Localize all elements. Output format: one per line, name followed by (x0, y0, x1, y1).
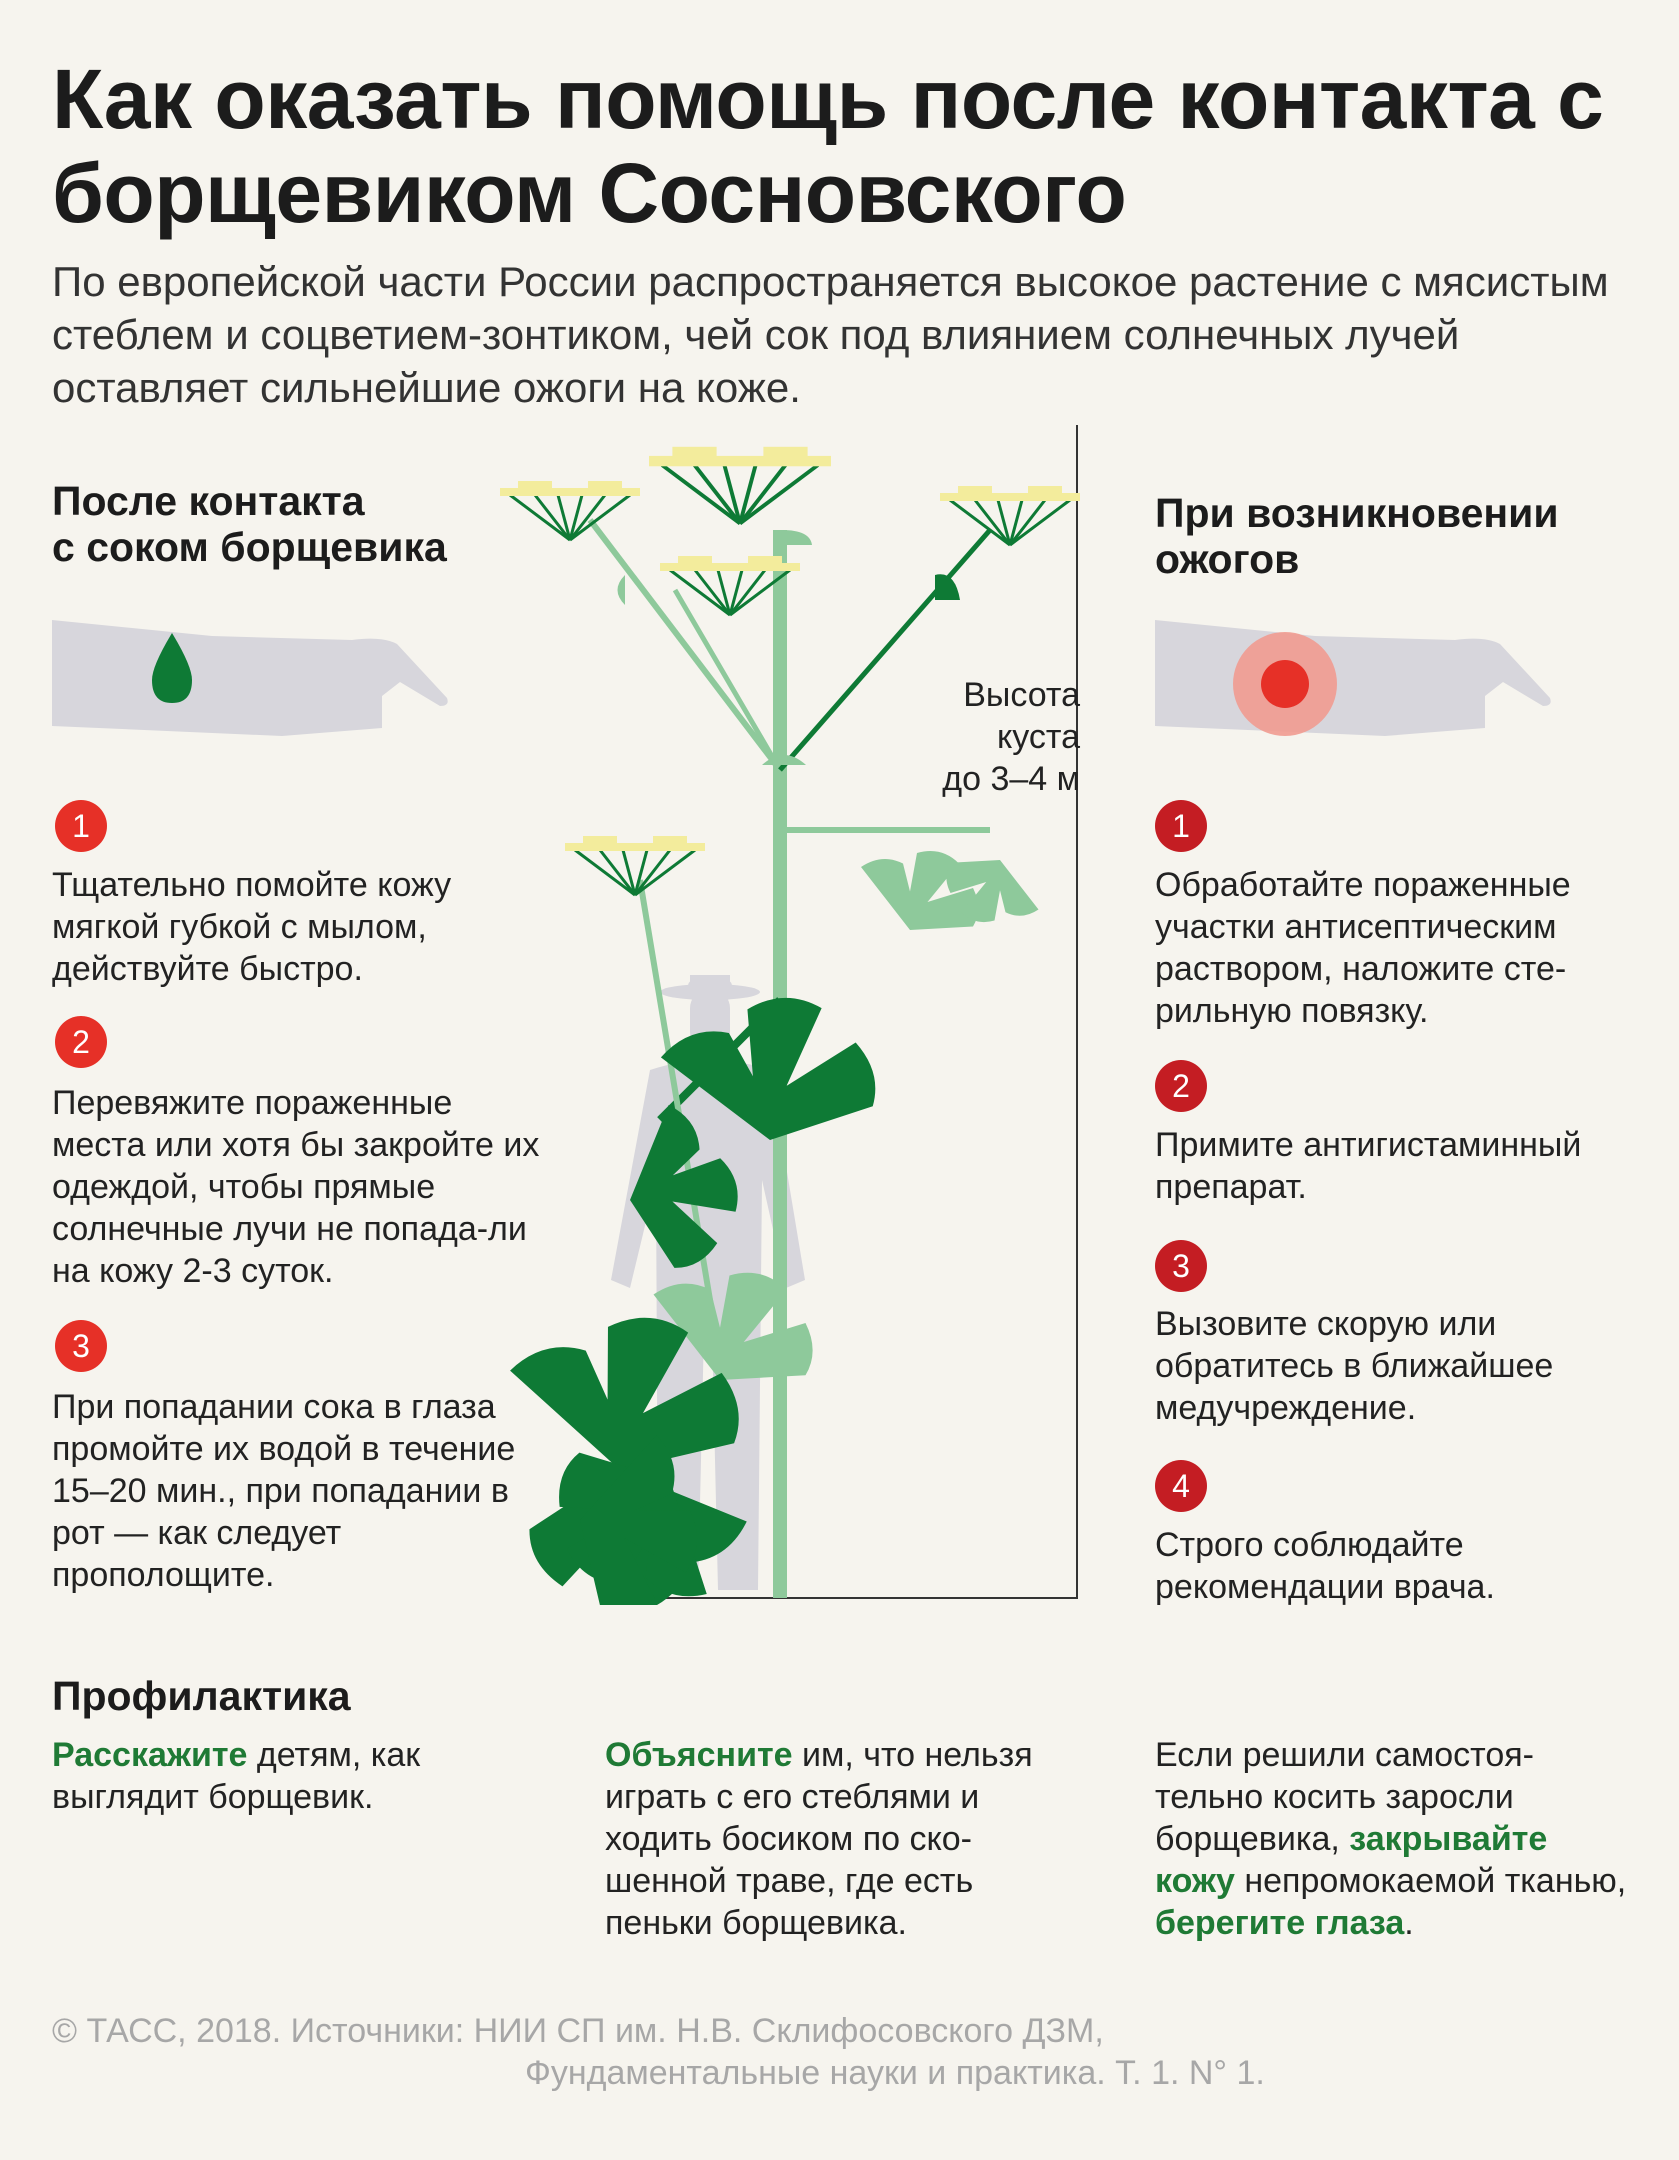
left-heading (52, 478, 447, 570)
prevention-col-2-text: им, что нельзя играть с его стеблями и ходить босиком по ско-шенной траве, где есть пеньки борщевика. (605, 1736, 1033, 1942)
prevention-col-1-highlight: Расскажите (52, 1736, 248, 1774)
page-title: Как оказать помощь после контакта с борщевиком Сосновского (52, 52, 1604, 240)
prevention-col-1-text: детям, как выглядит борщевик. (52, 1736, 421, 1816)
prevention-col-3-text-3: . (1404, 1904, 1414, 1942)
prevention-col-2 (605, 1734, 1075, 1944)
plant-height-line1: Высота (963, 676, 1080, 714)
left-step-3-badge: 3 (55, 1320, 107, 1372)
right-heading-line1: При возникновении (1155, 490, 1559, 536)
prevention-col-3 (1155, 1734, 1635, 1944)
plant-height-label (900, 674, 1080, 800)
right-step-2-text: Примите антигистаминный препарат. (1155, 1126, 1582, 1206)
right-step-1-text: Обработайте пораженные участки антисептическим раствором, наложите сте-рильную повязку. (1155, 866, 1571, 1030)
right-step-3-text: Вызовите скорую или обратитесь в ближайшее медучреждение. (1155, 1305, 1554, 1427)
hogweed-plant-illustration (490, 420, 1110, 1605)
prevention-col-3-text-1: Если решили самостоя-тельно косить заросли борщевика, (1155, 1736, 1534, 1858)
right-heading (1155, 490, 1559, 582)
burn-inner-icon (1261, 660, 1309, 708)
left-heading-line2: с соком борщевика (52, 524, 447, 570)
left-step-2-badge: 2 (55, 1016, 107, 1068)
plant-height-line2: куста (997, 718, 1080, 756)
hand-with-drop-illustration (52, 618, 452, 748)
right-step-4-text: Строго соблюдайте рекомендации врача. (1155, 1526, 1495, 1606)
prevention-col-1 (52, 1734, 522, 1818)
prevention-col-3-highlight-1: закрывайте кожу (1155, 1820, 1548, 1900)
left-step-3-text: При попадании сока в глаза промойте их водой в течение 15–20 мин., при попадании в рот — как следует прополощите. (52, 1388, 516, 1594)
left-step-2-text: Перевяжите пораженные места или хотя бы закройте их одеждой, чтобы прямые солнечные лучи не попада-ли на кожу 2-3 суток. (52, 1084, 540, 1290)
right-step-4-badge: 4 (1155, 1460, 1207, 1512)
prevention-col-2-highlight: Объясните (605, 1736, 793, 1774)
prevention-col-3-text-2: непромокаемой тканью, (1234, 1862, 1627, 1900)
intro-paragraph: По европейской части России распространяется высокое растение с мясистым стеблем и соцветием-зонтиком, чей сок под влиянием солнечных лучей оставляет сильнейшие ожоги на коже. (52, 258, 1609, 411)
hand-icon (1155, 620, 1551, 736)
right-heading-line2: ожогов (1155, 536, 1300, 582)
source-line-2: Фундаментальные науки и практика. Т. 1. N° 1. (525, 2054, 1265, 2092)
prevention-col-3-highlight-2: берегите глаза (1155, 1904, 1405, 1942)
right-step-3-badge: 3 (1155, 1240, 1207, 1292)
right-step-1-badge: 1 (1155, 800, 1207, 852)
left-step-1-text: Тщательно помойте кожу мягкой губкой с мылом, действуйте быстро. (52, 866, 452, 988)
hand-with-burn-illustration (1155, 618, 1555, 748)
left-step-1-badge: 1 (55, 800, 107, 852)
prevention-heading: Профилактика (52, 1673, 351, 1719)
hand-icon (52, 620, 448, 736)
right-step-2-badge: 2 (1155, 1060, 1207, 1112)
source-line-1: © ТАСС, 2018. Источники: НИИ СП им. Н.В. Склифосовского ДЗМ, (52, 2012, 1104, 2050)
left-heading-line1: После контакта (52, 478, 365, 524)
plant-height-line3: до 3–4 м (942, 760, 1080, 798)
